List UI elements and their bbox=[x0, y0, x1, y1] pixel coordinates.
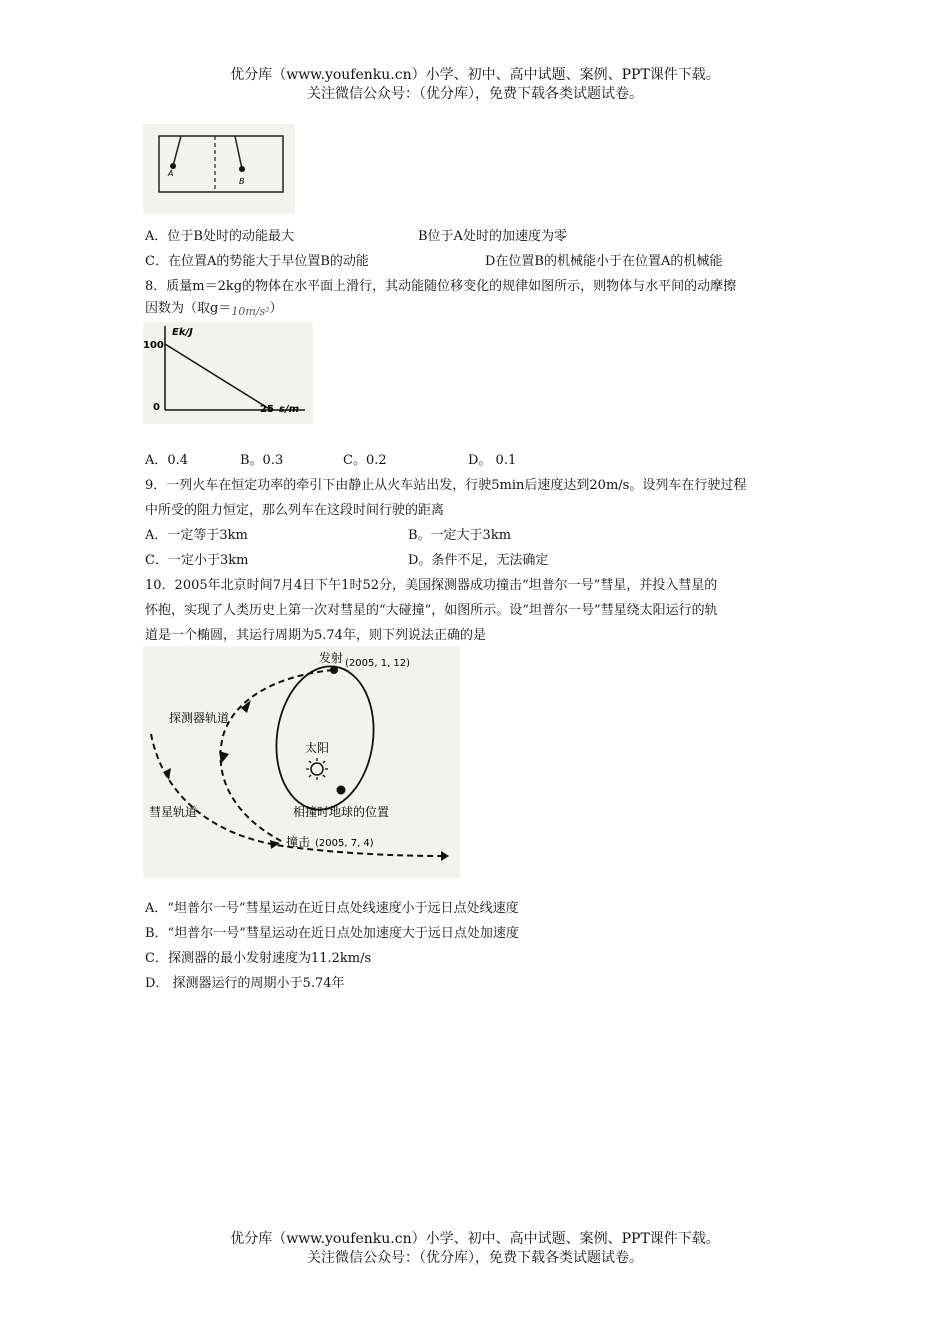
q10-stem-line-3: 道是一个椭圆，其运行周期为5.74年，则下列说法正确的是 bbox=[145, 628, 486, 643]
q8-stem-pre: 因数为（取g＝ bbox=[145, 301, 232, 316]
q8-option-d: D。 0.1 bbox=[468, 453, 517, 468]
launch-date-label: (2005, 1, 12) bbox=[345, 658, 411, 669]
label-b: B bbox=[239, 177, 245, 186]
label-a: A bbox=[168, 169, 174, 178]
x-tick-25: 25 bbox=[260, 404, 274, 415]
q10-option-d: D． 探测器运行的周期小于5.74年 bbox=[145, 976, 345, 991]
q10-option-b: B．“坦普尔一号”彗星运动在近日点处加速度大于远日点处加速度 bbox=[145, 926, 519, 941]
q7-option-d: D在位置B的机械能小于在位置A的机械能 bbox=[485, 254, 723, 269]
q7-option-b: B位于A处时的加速度为零 bbox=[418, 229, 567, 244]
earth-orbit bbox=[267, 660, 382, 816]
q8-unit: 10m/s² bbox=[231, 305, 270, 318]
q10-stem-line-2: 怀抱，实现了人类历史上第一次对彗星的“大碰撞”，如图所示。设“坦普尔一号”彗星绕太阳运行的轨 bbox=[145, 603, 718, 618]
header-line-2: 关注微信公众号：（优分库），免费下载各类试题试卷。 bbox=[307, 86, 643, 102]
footer-line-1: 优分库（www.youfenku.cn）小学、初中、高中试题、案例、PPT课件下载。 bbox=[230, 1231, 720, 1247]
earth-collision-point bbox=[337, 786, 346, 795]
pendulum-figure bbox=[143, 124, 295, 214]
q10-option-a: A．“坦普尔一号”彗星运动在近日点处线速度小于远日点处线速度 bbox=[145, 901, 519, 916]
q8-option-b: B。0.3 bbox=[240, 453, 284, 468]
q8-stem-line-1: 8．质量m＝2kg的物体在水平面上滑行，其动能随位移变化的规律如图所示，则物体与水平间的动摩擦 bbox=[145, 279, 737, 294]
sun-icon bbox=[306, 758, 328, 780]
earth-position-label: 相撞时地球的位置 bbox=[293, 805, 390, 819]
q8-option-c: C。0.2 bbox=[343, 453, 387, 468]
q9-stem-line-2: 中所受的阻力恒定，那么列车在这段时间行驶的距离 bbox=[145, 503, 445, 518]
y-axis-label: Ek/J bbox=[172, 327, 193, 338]
q10-stem-line-1: 10．2005年北京时间7月4日下午1时52分，美国探测器成功撞击“坦普尔一号”彗星，并投入彗星的 bbox=[145, 578, 718, 593]
q10-option-c: C．探测器的最小发射速度为11.2km/s bbox=[145, 951, 372, 966]
ek-series-line bbox=[165, 344, 271, 410]
q8-option-a: A．0.4 bbox=[145, 453, 189, 468]
q9-option-a: A．一定等于3km bbox=[145, 528, 248, 543]
q7-option-a: A．位于B处时的动能最大 bbox=[145, 229, 294, 244]
q7-option-c: C．在位置A的势能大于早位置B的动能 bbox=[145, 254, 369, 269]
comet-orbit-figure bbox=[143, 646, 460, 878]
launch-label: 发射 bbox=[319, 651, 344, 665]
q8-stem-line-2 bbox=[145, 300, 283, 317]
energy-chart bbox=[143, 322, 313, 424]
impact-label: 撞击 bbox=[286, 835, 311, 849]
x-axis-label: s/m bbox=[279, 404, 300, 415]
sun-label: 太阳 bbox=[305, 741, 330, 755]
header-line-1: 优分库（www.youfenku.cn）小学、初中、高中试题、案例、PPT课件下载。 bbox=[230, 67, 720, 83]
origin-label: 0 bbox=[153, 402, 160, 413]
q9-option-c: C．一定小于3km bbox=[145, 553, 249, 568]
q9-stem-line-1: 9．一列火车在恒定功率的牵引下由静止从火车站出发，行驶5min后速度达到20m/s。设列车在行驶过程 bbox=[145, 478, 747, 493]
q9-option-b: B。一定大于3km bbox=[408, 528, 512, 543]
y-tick-100: 100 bbox=[143, 340, 164, 351]
q8-stem-post: ） bbox=[269, 301, 283, 316]
comet-orbit-arrow bbox=[441, 851, 449, 861]
impact-date-label: (2005, 7, 4) bbox=[315, 838, 374, 849]
footer-line-2: 关注微信公众号：（优分库），免费下载各类试题试卷。 bbox=[307, 1250, 643, 1266]
q9-option-d: D。条件不足，无法确定 bbox=[408, 553, 549, 568]
probe-orbit-label: 探测器轨道 bbox=[169, 711, 230, 725]
comet-orbit-label: 彗星轨道 bbox=[149, 805, 198, 819]
